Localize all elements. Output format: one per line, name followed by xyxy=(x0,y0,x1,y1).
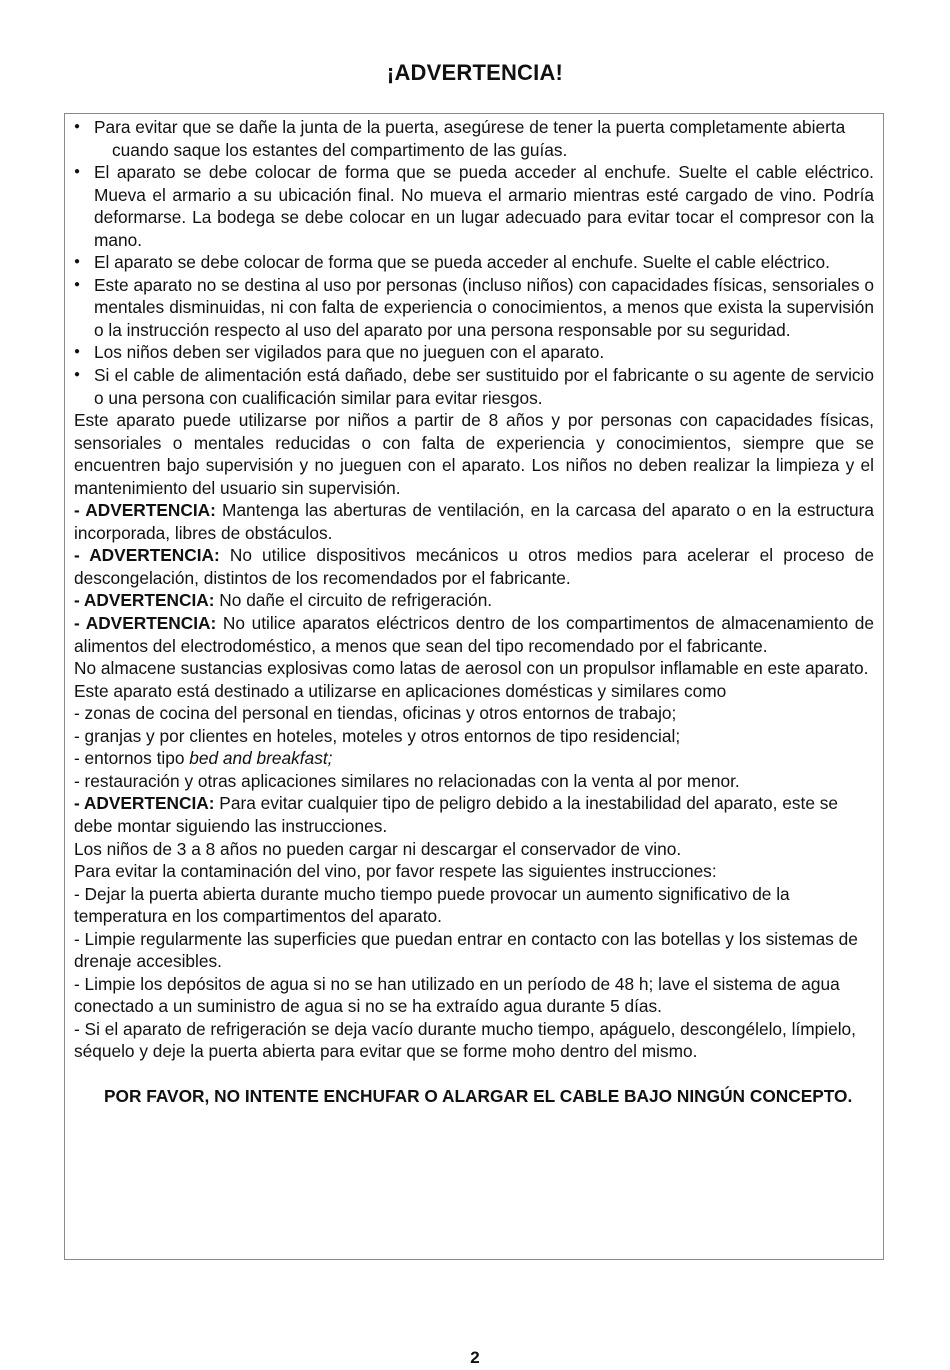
bullet-item: ● Si el cable de alimentación está dañado, debe ser sustituido por el fabricante o su agente de servicio o una persona con cualificación similar para evitar riesgos. xyxy=(74,364,874,409)
warning-paragraph xyxy=(74,612,874,657)
page-number: 2 xyxy=(470,1348,480,1367)
contamination-item: - Si el aparato de refrigeración se deja vacío durante mucho tiempo, apáguelo, descongélelo, límpielo, séquelo y deje la puerta abierta para evitar que se forme moho dentro del mismo. xyxy=(74,1018,856,1062)
bullet-continuation: cuando saque los estantes del compartimento de las guías. xyxy=(112,139,568,160)
contamination-intro: Para evitar la contaminación del vino, por favor respete las siguientes instrucciones: xyxy=(74,861,717,882)
domestic-intro: Este aparato está destinado a utilizarse en aplicaciones domésticas y similares como xyxy=(74,680,727,701)
warning-label: - ADVERTENCIA: xyxy=(74,545,220,566)
bullet-item: ● Este aparato no se destina al uso por personas (incluso niños) con capacidades físicas, sensoriales o mentales disminuidas, ni con falta de experiencia o conocimientos, a menos que exista la supervisión o la instrucción respecto al uso del aparato por una persona responsable por su seguridad. xyxy=(74,274,874,342)
warning-text: No dañe el circuito de refrigeración. xyxy=(214,590,493,611)
warning-label: - ADVERTENCIA: xyxy=(74,590,215,611)
kids-loading-paragraph: Los niños de 3 a 8 años no pueden cargar ni descargar el conservador de vino. xyxy=(74,838,682,859)
domestic-item xyxy=(74,747,874,770)
domestic-item: - restauración y otras aplicaciones similares no relacionadas con la venta al por menor. xyxy=(74,770,740,791)
contamination-item: - Dejar la puerta abierta durante mucho tiempo puede provocar un aumento significativo de la temperatura en los compartimentos del aparato. xyxy=(74,883,790,927)
warning-text: Para evitar cualquier tipo de peligro debido a la inestabilidad del aparato, este se debe montar siguiendo las instrucciones. xyxy=(74,793,838,836)
final-notice: POR FAVOR, NO INTENTE ENCHUFAR O ALARGAR EL CABLE BAJO NINGÚN CONCEPTO. xyxy=(104,1085,853,1106)
warning-label: - ADVERTENCIA: xyxy=(74,500,216,521)
children-paragraph: Este aparato puede utilizarse por niños a partir de 8 años y por personas con capacidades físicas, sensoriales o mentales reducidas o con falta de experiencia y conocimientos, siempre que se encuentren bajo supervisión y no jueguen con el aparato. Los niños no deben realizar la limpieza y el mantenimiento del usuario sin supervisión. xyxy=(74,410,874,498)
bullet-item: ● El aparato se debe colocar de forma que se pueda acceder al enchufe. Suelte el cable eléctrico. Mueva el armario a su ubicación final. No mueva el armario mientras esté cargado de vino. Podría deformarse. La bodega se debe colocar en un lugar adecuado para evitar tocar el compresor con la mano. xyxy=(74,161,874,251)
contamination-item: - Limpie los depósitos de agua si no se han utilizado en un período de 48 h; lave el sistema de agua conectado a un suministro de agua si no se ha extraído agua durante 5 días. xyxy=(74,973,840,1017)
warning-text: No utilice dispositivos mecánicos u otros medios para acelerar el proceso de descongelación, distintos de los recomendados por el fabricante. xyxy=(74,545,874,588)
bullet-text: Para evitar que se dañe la junta de la puerta, asegúrese de tener la puerta completamente abierta xyxy=(94,117,846,137)
warning-text: No utilice aparatos eléctricos dentro de los compartimentos de almacenamiento de alimentos del electrodoméstico, a menos que sean del tipo recomendado por el fabricante. xyxy=(74,613,874,656)
domestic-item: - granjas y por clientes en hoteles, moteles y otros entornos de tipo residencial; xyxy=(74,725,681,746)
warning-paragraph xyxy=(74,544,874,589)
page-title: ¡ADVERTENCIA! xyxy=(386,60,564,85)
warning-paragraph xyxy=(74,499,874,544)
bullet-list xyxy=(74,116,874,409)
warning-label: - ADVERTENCIA: xyxy=(74,613,217,634)
warning-text: Mantenga las aberturas de ventilación, en la carcasa del aparato o en la estructura incorporada, libres de obstáculos. xyxy=(74,500,874,543)
contamination-item: - Limpie regularmente las superficies que puedan entrar en contacto con las botellas y los sistemas de drenaje accesibles. xyxy=(74,928,858,972)
bullet-item xyxy=(74,116,874,161)
bullet-item: ● Los niños deben ser vigilados para que no jueguen con el aparato. xyxy=(74,341,874,364)
warning-paragraph xyxy=(74,589,874,612)
domestic-item: - zonas de cocina del personal en tiendas, oficinas y otros entornos de trabajo; xyxy=(74,703,677,724)
explosives-paragraph: No almacene sustancias explosivas como latas de aerosol con un propulsor inflamable en este aparato. xyxy=(74,658,869,679)
warning-paragraph xyxy=(74,792,874,837)
warning-content xyxy=(74,116,874,1108)
bnb-prefix: - entornos tipo xyxy=(74,748,190,769)
bnb-italic: bed and breakfast; xyxy=(189,748,333,769)
warning-label: - ADVERTENCIA: xyxy=(74,793,215,814)
bullet-item: ● El aparato se debe colocar de forma que se pueda acceder al enchufe. Suelte el cable eléctrico. xyxy=(74,251,874,274)
